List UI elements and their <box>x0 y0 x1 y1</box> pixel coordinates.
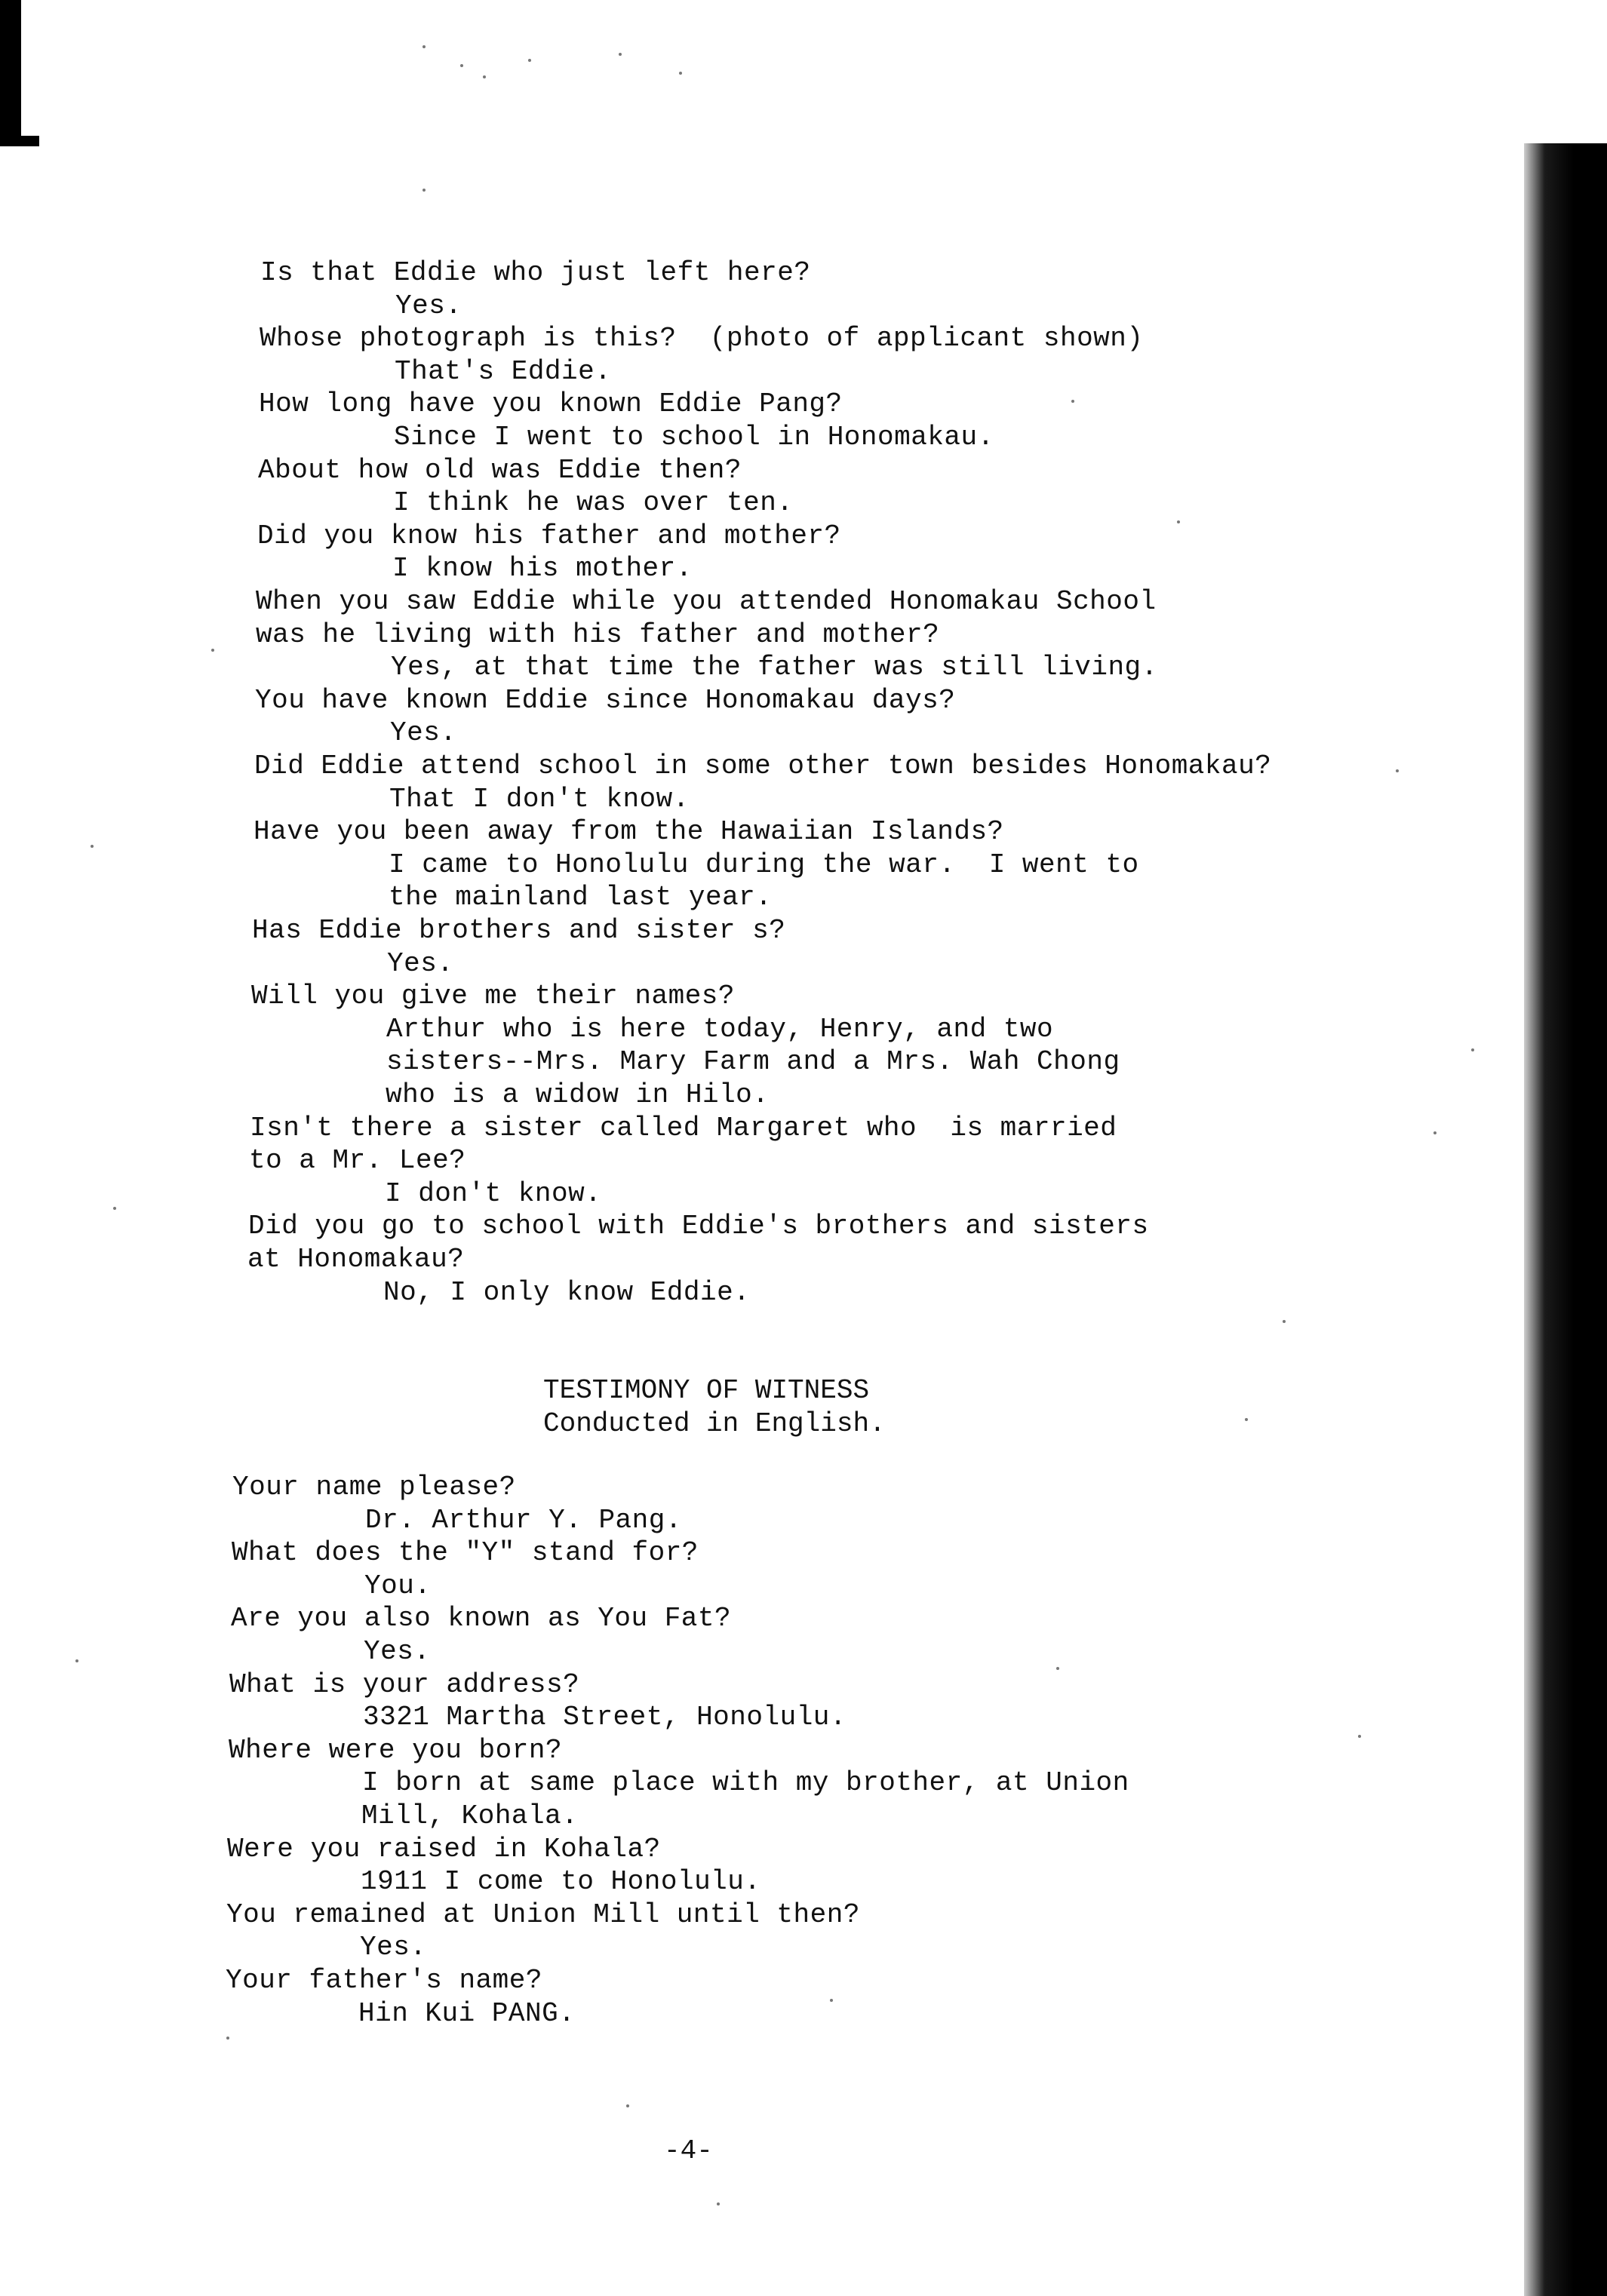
scan-speck <box>626 2104 629 2107</box>
question-line: You remained at Union Mill until then? <box>226 1898 860 1930</box>
section-heading: TESTIMONY OF WITNESS <box>543 1375 870 1406</box>
scan-speck <box>619 53 622 56</box>
question-line: Whose photograph is this? (photo of applicant shown) <box>260 323 1144 355</box>
question-line: Where were you born? <box>229 1734 563 1766</box>
answer-line: That's Eddie. <box>395 355 612 387</box>
answer-line: I know his mother. <box>392 553 693 585</box>
scan-speck <box>1056 1667 1059 1670</box>
question-line: to a Mr. Lee? <box>249 1145 466 1177</box>
question-line: was he living with his father and mother? <box>256 619 940 650</box>
answer-line: Yes. <box>387 947 454 979</box>
answer-line: That I don't know. <box>389 783 690 815</box>
answer-line: I think he was over ten. <box>393 487 794 519</box>
scan-speck <box>1283 1320 1286 1323</box>
question-line: at Honomakau? <box>247 1244 465 1275</box>
answer-line: Hin Kui PANG. <box>358 1997 576 2029</box>
question-line: Did you go to school with Eddie's brothers and sisters <box>248 1211 1149 1242</box>
question-line: Has Eddie brothers and sister s? <box>252 915 786 946</box>
scan-speck <box>226 2037 229 2040</box>
answer-line: I don't know. <box>385 1177 602 1209</box>
answer-line: Yes, at that time the father was still living. <box>391 652 1158 683</box>
answer-line: Yes. <box>390 717 457 749</box>
question-line: Is that Eddie who just left here? <box>260 257 811 288</box>
scan-edge-left-mark <box>0 136 39 146</box>
scan-speck <box>830 1999 833 2002</box>
scan-speck <box>422 189 426 192</box>
answer-line: Since I went to school in Honomakau. <box>394 422 994 453</box>
answer-line: Mill, Kohala. <box>361 1800 579 1831</box>
scan-speck <box>1245 1418 1248 1421</box>
scan-speck <box>1471 1048 1474 1051</box>
answer-line: Yes. <box>360 1932 427 1963</box>
answer-line: I born at same place with my brother, at Union <box>362 1767 1129 1799</box>
question-line: Your father's name? <box>226 1965 542 1996</box>
scan-speck <box>75 1659 78 1662</box>
answer-line: Arthur who is here today, Henry, and two <box>386 1013 1054 1045</box>
answer-line: 3321 Martha Street, Honolulu. <box>363 1702 847 1733</box>
scan-speck <box>460 64 463 67</box>
answer-line: Dr. Arthur Y. Pang. <box>365 1504 682 1536</box>
scan-speck <box>91 845 94 848</box>
question-line: Isn't there a sister called Margaret who is married <box>250 1112 1117 1143</box>
answer-line: No, I only know Eddie. <box>383 1276 751 1308</box>
question-line: Did Eddie attend school in some other town besides Honomakau? <box>254 750 1272 781</box>
question-line: Are you also known as You Fat? <box>231 1603 732 1635</box>
scan-speck <box>1177 520 1180 523</box>
scan-speck <box>211 649 214 652</box>
question-line: How long have you known Eddie Pang? <box>259 388 843 420</box>
answer-line: Yes. <box>364 1636 431 1667</box>
scan-speck <box>528 59 531 62</box>
scan-speck <box>422 45 426 48</box>
question-line: Were you raised in Kohala? <box>227 1833 661 1865</box>
answer-line: I came to Honolulu during the war. I went to <box>389 849 1139 880</box>
question-line: About how old was Eddie then? <box>258 454 742 486</box>
scan-edge-right-gap <box>1566 0 1607 143</box>
question-line: What does the "Y" stand for? <box>232 1537 699 1569</box>
answer-line: who is a widow in Hilo. <box>386 1079 770 1110</box>
question-line: Your name please? <box>232 1472 516 1503</box>
question-line: Will you give me their names? <box>251 981 736 1012</box>
section-subheading: Conducted in English. <box>543 1408 886 1439</box>
answer-line: 1911 I come to Honolulu. <box>361 1866 761 1898</box>
question-line: When you saw Eddie while you attended Honomakau School <box>256 586 1157 617</box>
answer-line: You. <box>364 1570 432 1601</box>
scan-speck <box>483 75 486 78</box>
question-line: Have you been away from the Hawaiian Islands? <box>253 816 1004 848</box>
question-line: What is your address? <box>229 1668 580 1700</box>
question-line: You have known Eddie since Honomakau days? <box>255 684 956 716</box>
answer-line: the mainland last year. <box>389 882 773 913</box>
scan-edge-left <box>0 0 21 140</box>
answer-line: sisters--Mrs. Mary Farm and a Mrs. Wah Chong <box>386 1046 1120 1078</box>
scan-speck <box>1358 1735 1361 1738</box>
scan-speck <box>1396 769 1399 772</box>
answer-line: Yes. <box>395 290 462 321</box>
scan-speck <box>679 72 682 75</box>
scan-speck <box>717 2202 720 2205</box>
scan-speck <box>113 1207 116 1210</box>
page-number: -4- <box>664 2135 713 2166</box>
scan-speck <box>1071 400 1074 403</box>
question-line: Did you know his father and mother? <box>257 520 841 551</box>
scan-speck <box>1433 1131 1436 1134</box>
scan-edge-right <box>1524 143 1607 2296</box>
